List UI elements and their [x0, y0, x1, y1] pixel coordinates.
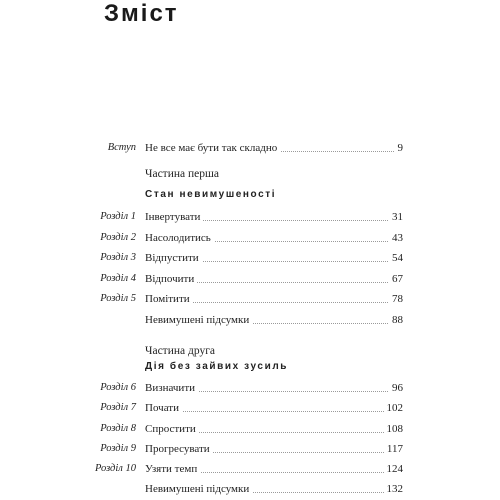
entry-title: Визначити — [145, 379, 198, 397]
dot-leader — [145, 411, 402, 412]
entry-page-number: 9 — [395, 139, 404, 157]
entry-label: Розділ 4 — [100, 273, 136, 284]
entry-label: Розділ 2 — [100, 232, 136, 243]
entry-title: Почати — [145, 399, 182, 417]
entry-page-number: 78 — [389, 290, 403, 308]
entry-page-number: 124 — [384, 460, 404, 478]
toc-entry-chapter-3[interactable] — [0, 249, 500, 267]
entry-label: Розділ 3 — [100, 252, 136, 263]
entry-title: Відпочити — [145, 270, 197, 288]
toc-entry-chapter-8[interactable] — [0, 420, 500, 438]
entry-title: Відпустити — [145, 249, 202, 267]
entry-title: Не все має бути так складно — [145, 139, 280, 157]
entry-title: Інвертувати — [145, 208, 203, 226]
toc-entry-chapter-1[interactable] — [0, 208, 500, 226]
entry-title: Прогресувати — [145, 440, 213, 458]
entry-page-number: 108 — [384, 420, 404, 438]
entry-label: Розділ 8 — [100, 423, 136, 434]
entry-label: Розділ 10 — [94, 463, 136, 474]
entry-title: Невимушені підсумки — [145, 311, 252, 329]
entry-page-number: 67 — [389, 270, 403, 288]
toc-entry-chapter-10[interactable] — [0, 460, 500, 478]
entry-page-number: 132 — [384, 480, 404, 498]
entry-label: Розділ 7 — [100, 402, 136, 413]
toc-entry-chapter-7[interactable] — [0, 399, 500, 417]
entry-label: Розділ 5 — [100, 293, 136, 304]
entry-label: Розділ 6 — [100, 382, 136, 393]
toc-entry-chapter-6[interactable] — [0, 379, 500, 397]
part-2-label: Частина друга — [145, 345, 216, 357]
entry-title: Помітити — [145, 290, 193, 308]
toc-entry-chapter-4[interactable] — [0, 270, 500, 288]
entry-page-number: 54 — [389, 249, 403, 267]
entry-page-number: 88 — [389, 311, 403, 329]
entry-page-number: 31 — [389, 208, 403, 226]
part-2-title: Дія без зайвих зусиль — [145, 361, 289, 372]
entry-title: Насолодитись — [145, 229, 214, 247]
toc-entry-intro[interactable] — [0, 139, 500, 157]
entry-label: Розділ 1 — [100, 211, 136, 222]
entry-page-number: 102 — [384, 399, 404, 417]
entry-page-number: 117 — [384, 440, 403, 458]
entry-label: Розділ 9 — [100, 443, 136, 454]
entry-title: Узяти темп — [145, 460, 200, 478]
page-title: Зміст — [104, 0, 179, 27]
part-1-title: Стан невимушеності — [145, 189, 277, 200]
entry-title: Спростити — [145, 420, 199, 438]
toc-entry-chapter-9[interactable] — [0, 440, 500, 458]
entry-page-number: 43 — [389, 229, 403, 247]
entry-title: Невимушені підсумки — [145, 480, 252, 498]
toc-entry-summary-2[interactable] — [0, 480, 500, 498]
toc-entry-summary-1[interactable] — [0, 311, 500, 329]
part-1-label: Частина перша — [145, 168, 219, 180]
toc-entry-chapter-2[interactable] — [0, 229, 500, 247]
entry-label: Вступ — [107, 142, 136, 153]
toc-entry-chapter-5[interactable] — [0, 290, 500, 308]
entry-page-number: 96 — [389, 379, 403, 397]
